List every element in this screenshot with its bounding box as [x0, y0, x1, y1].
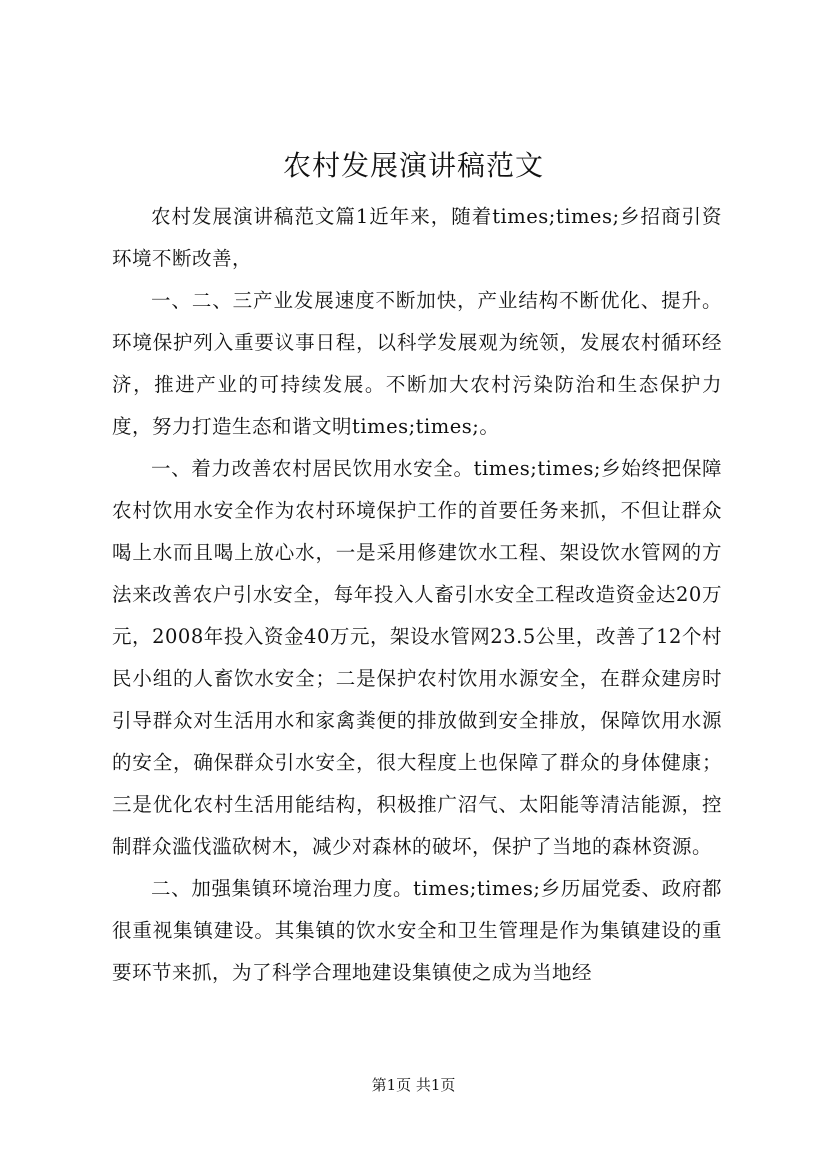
document-body [112, 196, 722, 994]
paragraph-intro: 农村发展演讲稿范文篇1近年来，随着times;times;乡招商引资环境不断改善， [112, 205, 722, 270]
paragraph-town-environment: 二、加强集镇环境治理力度。times;times;乡历届党委、政府都很重视集镇建设。其集镇的饮水安全和卫生管理是作为集镇建设的重要环节来抓，为了科学合理地建设集镇使之成为当地经 [112, 877, 722, 984]
page-footer: 第1页 共1页 [371, 1076, 456, 1094]
document-title: 农村发展演讲稿范文 [282, 149, 544, 182]
paragraph-water-safety: 一、着力改善农村居民饮用水安全。times;times;乡始终把保障农村饮用水安全作为农村环境保护工作的首要任务来抓，不但让群众喝上水而且喝上放心水，一是采用修建饮水工程、架设饮水管网的方法来改善农户引水安全，每年投入人畜引水安全工程改造资金达20万元，2008年投入资金40万元，架设水管网23.5公里，改善了12个村民小组的人畜饮水安全；二是保护农村饮用水源安全，在群众建房时引导群众对生活用水和家禽粪便的排放做到安全排放，保障饮用水源的安全，确保群众引水安全，很大程度上也保障了群众的身体健康；三是优化农村生活用能结构，积极推广沼气、太阳能等清洁能源，控制群众滥伐滥砍树木，减少对森林的破坏，保护了当地的森林资源。 [112, 457, 722, 858]
paragraph-industry: 一、二、三产业发展速度不断加快，产业结构不断优化、提升。环境保护列入重要议事日程，以科学发展观为统领，发展农村循环经济，推进产业的可持续发展。不断加大农村污染防治和生态保护力度，努力打造生态和谐文明times;times;。 [112, 289, 722, 438]
